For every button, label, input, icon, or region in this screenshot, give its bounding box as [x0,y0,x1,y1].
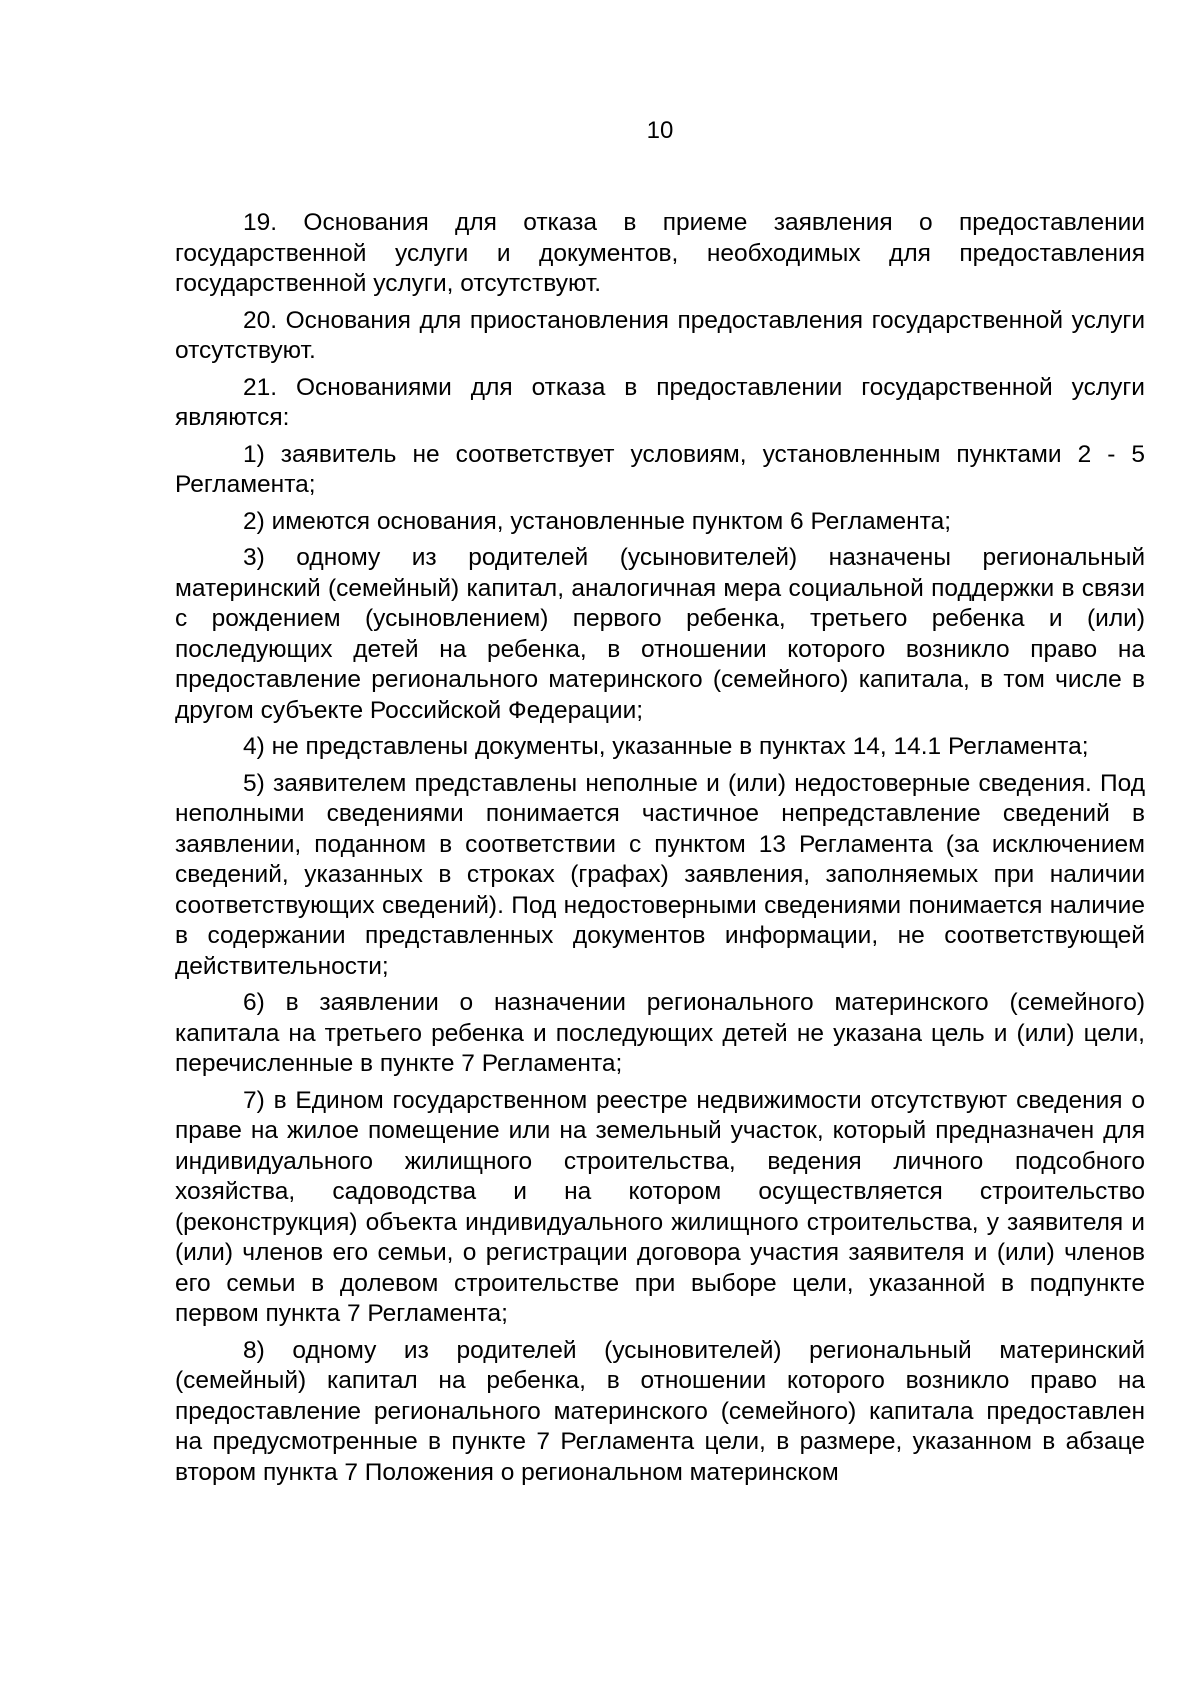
paragraph-19: 19. Основания для отказа в приеме заявления о предоставлении государственной услуги и документов, необходимых для предоставления государственной услуги, отсутствуют. [175,209,1145,297]
list-item-4: 4) не представлены документы, указанные в пунктах 14, 14.1 Регламента; [243,733,1089,760]
page-number: 10 [646,117,674,144]
list-item-5: 5) заявителем представлены неполные и (или) недостоверные сведения. Под неполными сведениями понимается частичное непредставление сведений в заявлении, поданном в соответствии с пунктом 13 Регламента (за исключением сведений, указанных в строках (графах) заявления, заполняемых при наличии соответствующих сведений). Под недостоверными сведениями понимается наличие в содержании представленных документов информации, не соответствующей действительности; [175,769,1145,980]
list-item-7: 7) в Едином государственном реестре недвижимости отсутствуют сведения о праве на жилое помещение или на земельный участок, который предназначен для индивидуального жилищного строительства, ведения личного подсобного хозяйства, садоводства и на котором осуществляется строительство (реконструкция) объекта индивидуального жилищного строительства, у заявителя и (или) членов его семьи, о регистрации договора участия заявителя и (или) членов его семьи в долевом строительстве при выборе цели, указанной в подпункте первом пункта 7 Регламента; [175,1086,1145,1327]
list-item-6: 6) в заявлении о назначении регионального материнского (семейного) капитала на третьего ребенка и последующих детей не указана цель и (или) цели, перечисленные в пункте 7 Регламента; [175,989,1145,1077]
list-item-2: 2) имеются основания, установленные пунктом 6 Регламента; [243,507,952,535]
list-item-1: 1) заявитель не соответствует условиям, установленным пунктами 2 - 5 Регламента; [175,440,1145,498]
paragraph-21: 21. Основаниями для отказа в предоставлении государственной услуги являются: [175,373,1145,431]
document-body [175,208,1145,1488]
paragraph-20: 20. Основания для приостановления предоставления государственной услуги отсутствуют. [175,306,1145,364]
list-item-3: 3) одному из родителей (усыновителей) назначены региональный материнский (семейный) капитал, аналогичная мера социальной поддержки в связи с рождением (усыновлением) первого ребенка, третьего ребенка и (или) последующих детей на ребенка, в отношении которого возникло право на предоставление регионального материнского (семейного) капитала, в том числе в другом субъекте Российской Федерации; [175,544,1145,724]
list-item-8: 8) одному из родителей (усыновителей) региональный материнский (семейный) капитал на ребенка, в отношении которого возникло право на предоставление регионального материнского (семейного) капитала предоставлен на предусмотренные в пункте 7 Регламента цели, в размере, указанном в абзаце втором пункта 7 Положения о региональном материнском [175,1336,1145,1486]
